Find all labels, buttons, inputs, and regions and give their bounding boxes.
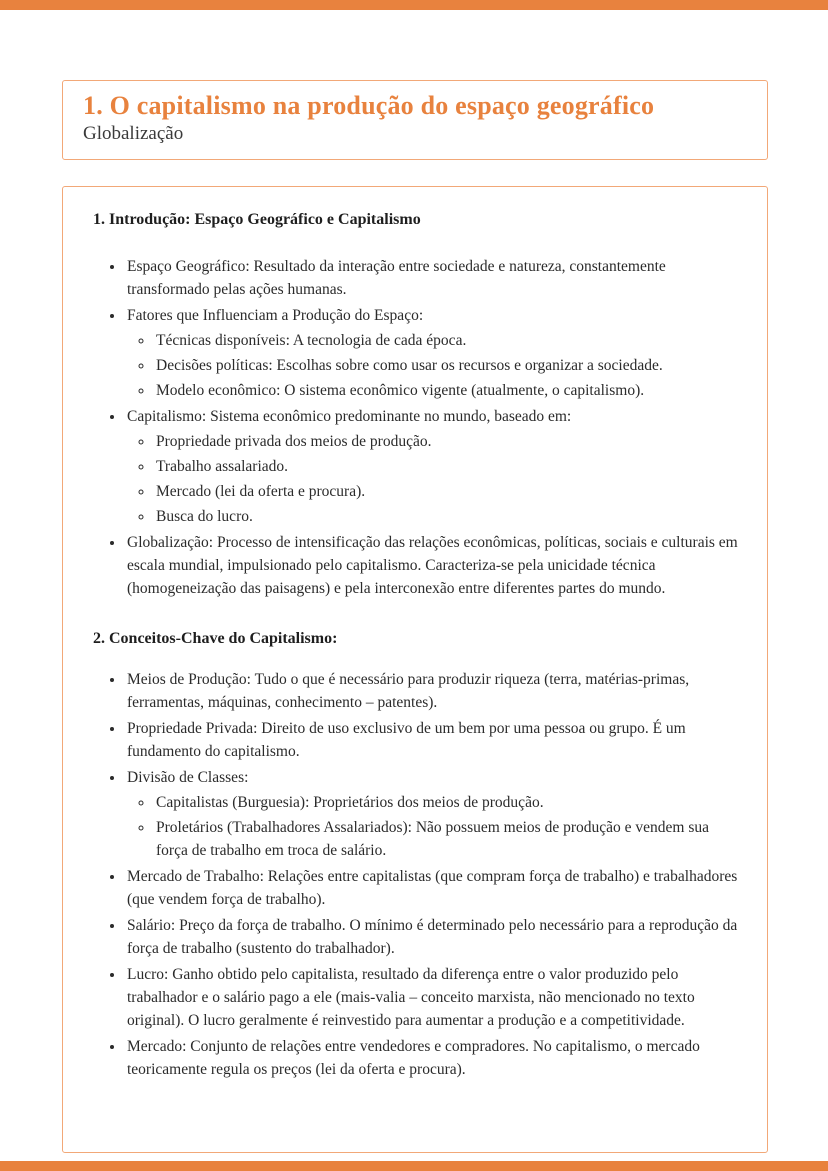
sub-list-item: ◦ Decisões políticas: Escolhas sobre como usar os recursos e organizar a sociedade. (154, 354, 739, 377)
list-item (125, 1035, 739, 1081)
sub-list-item: ◦ Proletários (Trabalhadores Assalariados): Não possuem meios de produção e vendem sua força de trabalho em troca de salário. (154, 816, 739, 862)
list-item-text: Lucro: Ganho obtido pelo capitalista, resultado da diferença entre o valor produzido pelo trabalhador e o salário pago a ele (mais-valia – conceito marxista, não mencionado no texto original). O lucro geralmente é reinvestido para aumentar a produção e a competitividade. (127, 966, 695, 1029)
page-title: 1. O capitalismo na produção do espaço geográfico (83, 91, 655, 120)
list-item (125, 717, 739, 763)
bullet-list-conceitos (101, 668, 739, 1081)
sub-list-item: ◦ Mercado (lei da oferta e procura). (154, 480, 739, 503)
list-item (125, 304, 739, 402)
list-item (125, 865, 739, 911)
sub-bullet-list (127, 329, 739, 402)
bottom-accent-bar (0, 1161, 828, 1171)
sub-list-item: ◦ Trabalho assalariado. (154, 455, 739, 478)
list-item (125, 255, 739, 301)
list-item (125, 914, 739, 960)
top-accent-bar (0, 0, 828, 10)
list-item (125, 668, 739, 714)
sub-list-item: ◦ Capitalistas (Burguesia): Proprietários dos meios de produção. (154, 791, 739, 814)
sub-bullet-list (127, 791, 739, 862)
section-heading-conceitos: 2. Conceitos-Chave do Capitalismo: (93, 630, 338, 647)
page-subtitle: Globalização (83, 123, 184, 145)
content-card (62, 186, 768, 1153)
sub-list-item: ◦ Busca do lucro. (154, 505, 739, 528)
list-item-text: Capitalismo: Sistema econômico predominante no mundo, baseado em: (127, 408, 572, 425)
list-item (125, 531, 739, 600)
list-item-text: Mercado: Conjunto de relações entre vendedores e compradores. No capitalismo, o mercado teoricamente regula os preços (lei da oferta e procura). (127, 1038, 700, 1078)
list-item-text: Espaço Geográfico: Resultado da interação entre sociedade e natureza, constantemente transformado pelas ações humanas. (127, 258, 666, 298)
list-item (125, 963, 739, 1032)
sub-list-item: ◦ Propriedade privada dos meios de produção. (154, 430, 739, 453)
list-item-text: Meios de Produção: Tudo o que é necessário para produzir riqueza (terra, matérias-primas, ferramentas, máquinas, conhecimento – patentes). (127, 671, 690, 711)
bullet-list-introducao (101, 255, 739, 600)
list-item-text: Fatores que Influenciam a Produção do Espaço: (127, 307, 424, 324)
section-heading-introducao: 1. Introdução: Espaço Geográfico e Capitalismo (93, 211, 421, 228)
sub-list-item: ◦ Técnicas disponíveis: A tecnologia de cada época. (154, 329, 739, 352)
list-item (125, 405, 739, 528)
sub-bullet-list (127, 430, 739, 528)
sub-list-item: ◦ Modelo econômico: O sistema econômico vigente (atualmente, o capitalismo). (154, 379, 739, 402)
list-item-text: Divisão de Classes: (127, 769, 249, 786)
list-item-text: Mercado de Trabalho: Relações entre capitalistas (que compram força de trabalho) e trabalhadores (que vendem força de trabalho). (127, 868, 738, 908)
list-item-text: Propriedade Privada: Direito de uso exclusivo de um bem por uma pessoa ou grupo. É um fundamento do capitalismo. (127, 720, 686, 760)
list-item-text: Salário: Preço da força de trabalho. O mínimo é determinado pelo necessário para a reprodução da força de trabalho (sustento do trabalhador). (127, 917, 738, 957)
list-item-text: Globalização: Processo de intensificação das relações econômicas, políticas, sociais e culturais em escala mundial, impulsionado pelo capitalismo. Caracteriza-se pela unicidade técnica (homogeneização das paisagens) e pela interconexão entre diferentes partes do mundo. (127, 534, 738, 597)
header-card (62, 80, 768, 160)
list-item (125, 766, 739, 862)
